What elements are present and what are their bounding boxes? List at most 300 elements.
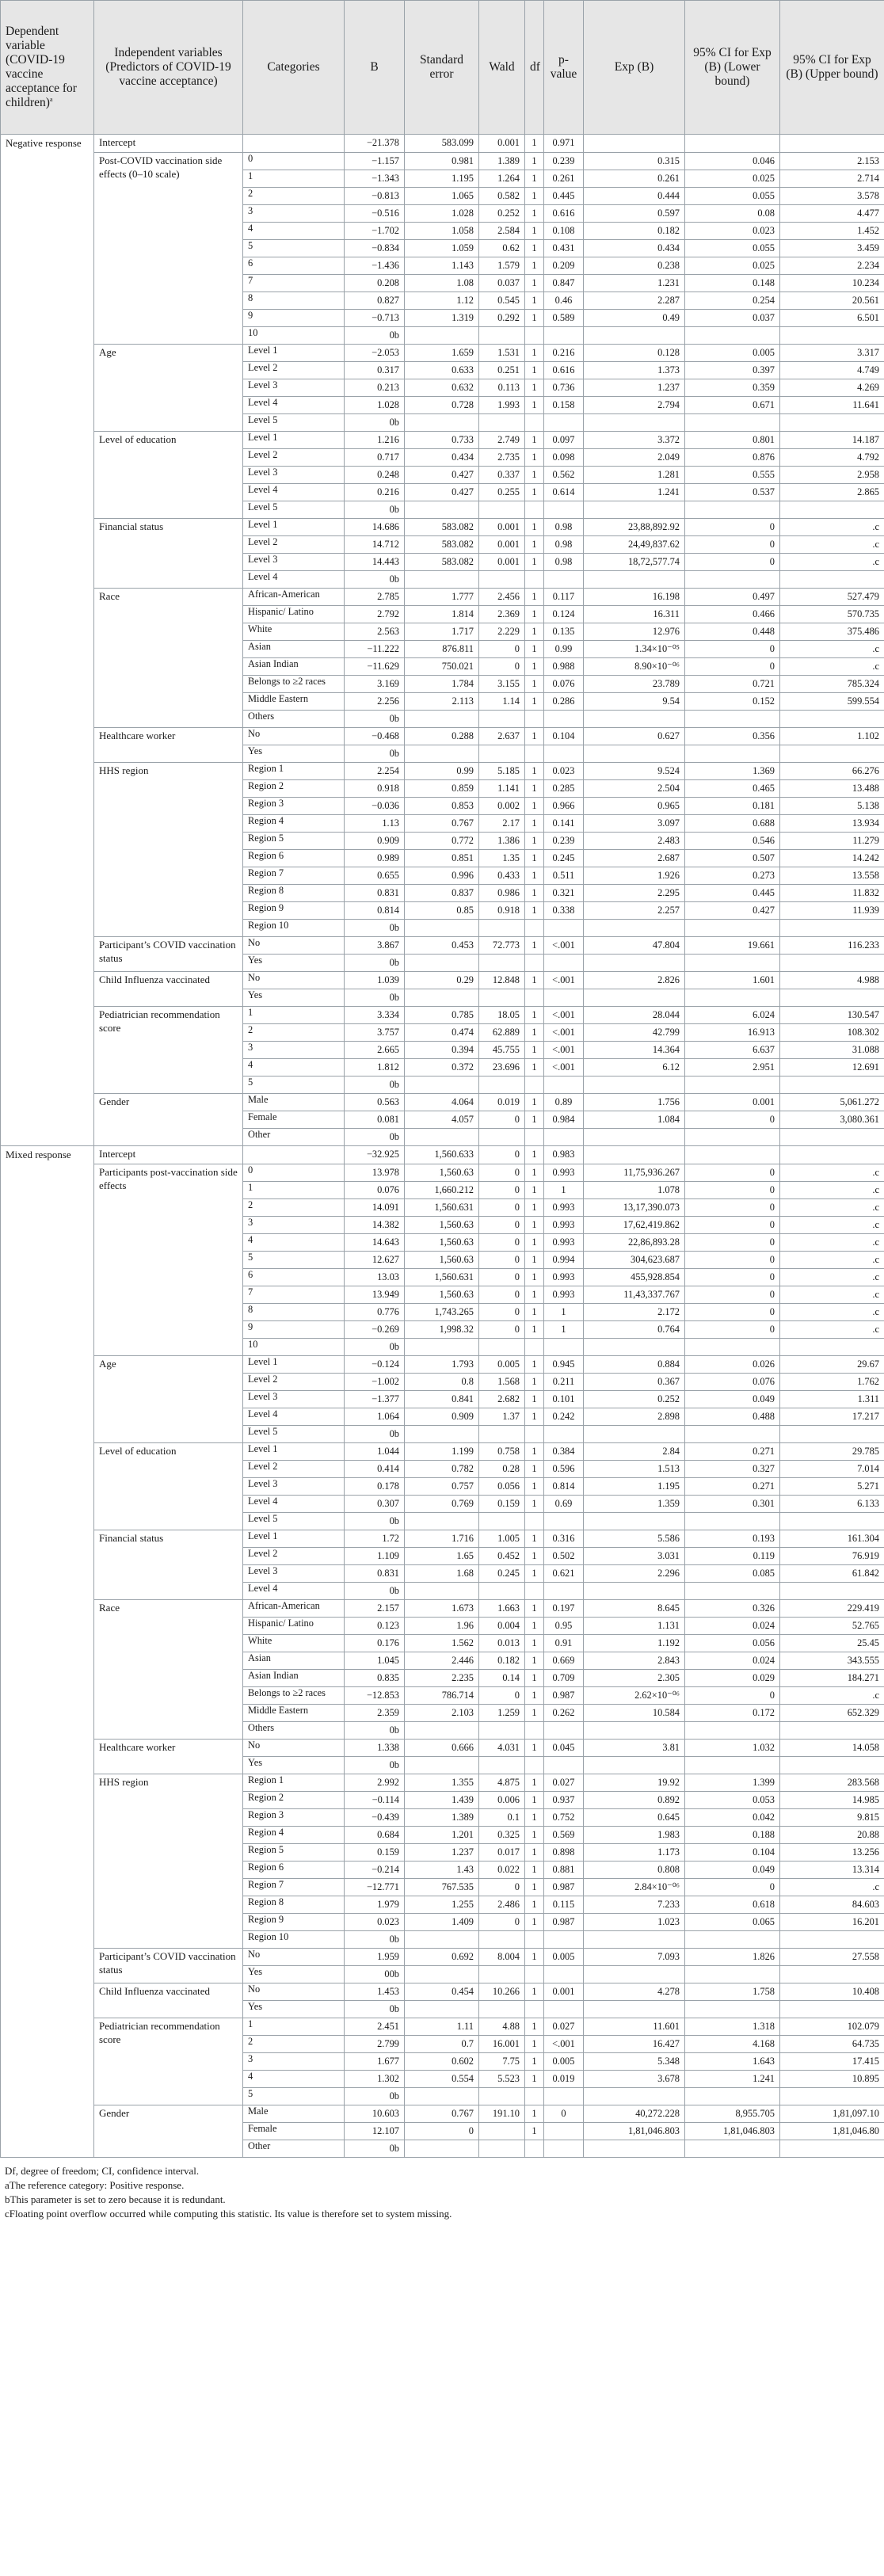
cell-wald: 1.568 — [479, 1374, 525, 1391]
cell-ci-lower: 0.271 — [685, 1478, 780, 1496]
cell-wald: 191.10 — [479, 2105, 525, 2123]
cell-category: White — [243, 623, 345, 641]
cell-exp-b — [584, 920, 685, 937]
cell-ci-upper: 14.985 — [780, 1792, 884, 1809]
table-row — [1, 153, 884, 170]
cell-ci-lower: 1.032 — [685, 1740, 780, 1757]
cell-ci-lower: 0.188 — [685, 1827, 780, 1844]
cell-category: Region 6 — [243, 850, 345, 867]
cell-ci-lower: 0.356 — [685, 728, 780, 745]
cell-ci-lower: 0.546 — [685, 833, 780, 850]
cell-category: Level 1 — [243, 519, 345, 536]
cell-standard-error: 2.113 — [405, 693, 479, 711]
cell-standard-error: 1.028 — [405, 205, 479, 223]
cell-b: 0b — [345, 2140, 405, 2158]
cell-ci-lower: 0.076 — [685, 1374, 780, 1391]
cell-ci-upper — [780, 2140, 884, 2158]
cell-standard-error: 0.554 — [405, 2071, 479, 2088]
cell-standard-error: 750.021 — [405, 658, 479, 676]
cell-wald: 0 — [479, 1321, 525, 1339]
cell-standard-error: 1.355 — [405, 1774, 479, 1792]
cell-standard-error: 1,998.32 — [405, 1321, 479, 1339]
cell-ci-upper: 785.324 — [780, 676, 884, 693]
cell-category: Level 3 — [243, 1478, 345, 1496]
cell-p-value: 0.023 — [544, 763, 584, 780]
cell-standard-error: 1.439 — [405, 1792, 479, 1809]
cell-category: Hispanic/ Latino — [243, 1618, 345, 1635]
cell-b: 0b — [345, 2001, 405, 2018]
cell-df — [525, 1129, 544, 1146]
cell-wald: 0.022 — [479, 1862, 525, 1879]
cell-standard-error: 1.08 — [405, 275, 479, 292]
cell-p-value — [544, 1722, 584, 1740]
cell-category: 2 — [243, 1024, 345, 1042]
cell-p-value: 0.431 — [544, 240, 584, 257]
cell-ci-lower: 0.001 — [685, 1094, 780, 1111]
cell-df: 1 — [525, 1391, 544, 1408]
cell-standard-error: 0.454 — [405, 1983, 479, 2001]
cell-ci-lower: 0.181 — [685, 798, 780, 815]
cell-df: 1 — [525, 1146, 544, 1164]
cell-ci-lower: 0.537 — [685, 484, 780, 501]
independent-variable: Level of education — [94, 1443, 243, 1530]
cell-b: 14.643 — [345, 1234, 405, 1252]
cell-df: 1 — [525, 2018, 544, 2036]
cell-category: Female — [243, 2123, 345, 2140]
cell-p-value: 0.321 — [544, 885, 584, 902]
cell-category: No — [243, 728, 345, 745]
cell-ci-lower: 0 — [685, 1234, 780, 1252]
cell-ci-upper: 13.934 — [780, 815, 884, 833]
cell-ci-lower: 0.397 — [685, 362, 780, 379]
cell-df — [525, 414, 544, 432]
cell-standard-error: 0.853 — [405, 798, 479, 815]
cell-b: 0.835 — [345, 1670, 405, 1687]
cell-exp-b — [584, 1146, 685, 1164]
cell-ci-lower — [685, 1146, 780, 1164]
cell-exp-b — [584, 1931, 685, 1949]
cell-exp-b — [584, 1077, 685, 1094]
cell-df: 1 — [525, 1774, 544, 1792]
cell-b: −2.053 — [345, 345, 405, 362]
cell-p-value — [544, 745, 584, 763]
cell-b: 0.655 — [345, 867, 405, 885]
cell-ci-upper: .c — [780, 641, 884, 658]
cell-ci-lower: 0.026 — [685, 1356, 780, 1374]
cell-exp-b: 0.434 — [584, 240, 685, 257]
cell-p-value: 0.242 — [544, 1408, 584, 1426]
cell-ci-lower: 4.168 — [685, 2036, 780, 2053]
cell-df: 1 — [525, 1252, 544, 1269]
cell-df: 1 — [525, 1024, 544, 1042]
cell-b: 0.216 — [345, 484, 405, 501]
cell-b: 1.979 — [345, 1896, 405, 1914]
cell-ci-lower: 0.193 — [685, 1530, 780, 1548]
cell-p-value: 0.987 — [544, 1879, 584, 1896]
cell-standard-error: 1.059 — [405, 240, 479, 257]
cell-df: 1 — [525, 1374, 544, 1391]
cell-b: 0.208 — [345, 275, 405, 292]
cell-ci-upper: .c — [780, 1687, 884, 1705]
cell-exp-b: 16.311 — [584, 606, 685, 623]
cell-ci-upper — [780, 1513, 884, 1530]
cell-p-value: 0.158 — [544, 397, 584, 414]
cell-df: 1 — [525, 902, 544, 920]
cell-exp-b: 8.645 — [584, 1600, 685, 1618]
cell-ci-upper: .c — [780, 1286, 884, 1304]
cell-df: 1 — [525, 310, 544, 327]
cell-wald — [479, 1129, 525, 1146]
cell-df: 1 — [525, 345, 544, 362]
cell-wald: 0.433 — [479, 867, 525, 885]
cell-wald: 18.05 — [479, 1007, 525, 1024]
cell-df: 1 — [525, 1164, 544, 1182]
cell-standard-error: 2.235 — [405, 1670, 479, 1687]
cell-df: 1 — [525, 1983, 544, 2001]
cell-b: −11.222 — [345, 641, 405, 658]
cell-standard-error — [405, 1513, 479, 1530]
cell-b: 00b — [345, 1966, 405, 1983]
cell-df — [525, 2001, 544, 2018]
cell-p-value — [544, 2140, 584, 2158]
cell-df: 1 — [525, 1356, 544, 1374]
cell-category: 4 — [243, 2071, 345, 2088]
cell-df: 1 — [525, 1321, 544, 1339]
cell-exp-b: 1.281 — [584, 467, 685, 484]
cell-wald: 0 — [479, 1879, 525, 1896]
cell-b: 0.563 — [345, 1094, 405, 1111]
cell-ci-lower: 0.326 — [685, 1600, 780, 1618]
cell-wald — [479, 414, 525, 432]
cell-ci-lower: 0 — [685, 641, 780, 658]
cell-b: 13.949 — [345, 1286, 405, 1304]
cell-category: 0 — [243, 153, 345, 170]
cell-ci-upper: 2.153 — [780, 153, 884, 170]
table-row — [1, 1983, 884, 2001]
cell-ci-lower: 0.005 — [685, 345, 780, 362]
cell-p-value: 0.95 — [544, 1618, 584, 1635]
cell-df: 1 — [525, 1548, 544, 1565]
cell-ci-upper: 14.242 — [780, 850, 884, 867]
cell-wald — [479, 2123, 525, 2140]
cell-category: Level 4 — [243, 571, 345, 589]
cell-ci-lower: 0.488 — [685, 1408, 780, 1426]
cell-exp-b: 3.678 — [584, 2071, 685, 2088]
cell-standard-error: 583.082 — [405, 536, 479, 554]
cell-ci-upper: 5.138 — [780, 798, 884, 815]
cell-standard-error: 0.851 — [405, 850, 479, 867]
cell-ci-upper: 2.234 — [780, 257, 884, 275]
cell-df: 1 — [525, 1896, 544, 1914]
cell-df — [525, 1513, 544, 1530]
cell-ci-upper: 5.271 — [780, 1478, 884, 1496]
cell-b: 1.338 — [345, 1740, 405, 1757]
cell-ci-lower: 0.273 — [685, 867, 780, 885]
cell-category: Level 2 — [243, 536, 345, 554]
cell-df: 1 — [525, 1879, 544, 1896]
cell-category: 6 — [243, 1269, 345, 1286]
cell-exp-b — [584, 711, 685, 728]
cell-b: 0.248 — [345, 467, 405, 484]
cell-ci-lower: 0.721 — [685, 676, 780, 693]
cell-category: Belongs to ≥2 races — [243, 676, 345, 693]
cell-p-value: 0.987 — [544, 1687, 584, 1705]
cell-category: 5 — [243, 1077, 345, 1094]
cell-df — [525, 745, 544, 763]
header-standard-error: Standard error — [405, 1, 479, 135]
cell-ci-lower: 0.618 — [685, 1896, 780, 1914]
cell-ci-lower — [685, 2140, 780, 2158]
cell-wald: 0.182 — [479, 1652, 525, 1670]
cell-exp-b: 24,49,837.62 — [584, 536, 685, 554]
cell-category: Region 4 — [243, 815, 345, 833]
cell-exp-b: 3.372 — [584, 432, 685, 449]
cell-b: 0b — [345, 1426, 405, 1443]
cell-wald: 0.004 — [479, 1618, 525, 1635]
cell-category: Asian Indian — [243, 1670, 345, 1687]
cell-wald — [479, 2088, 525, 2105]
cell-standard-error — [405, 1339, 479, 1356]
cell-df: 1 — [525, 292, 544, 310]
cell-b: 0b — [345, 955, 405, 972]
cell-ci-lower: 0.876 — [685, 449, 780, 467]
cell-df — [525, 2140, 544, 2158]
cell-category: Other — [243, 1129, 345, 1146]
cell-ci-lower: 0.055 — [685, 240, 780, 257]
cell-category: Region 7 — [243, 1879, 345, 1896]
cell-category: Region 9 — [243, 1914, 345, 1931]
cell-wald: 1.259 — [479, 1705, 525, 1722]
cell-exp-b: 11.601 — [584, 2018, 685, 2036]
cell-wald: 0.013 — [479, 1635, 525, 1652]
independent-variable: Age — [94, 345, 243, 432]
cell-df: 1 — [525, 1809, 544, 1827]
cell-wald — [479, 501, 525, 519]
cell-ci-lower: 0.152 — [685, 693, 780, 711]
header-ci-lower: 95% CI for Exp (B) (Lower bound) — [685, 1, 780, 135]
cell-wald: 0.252 — [479, 205, 525, 223]
table-row — [1, 135, 884, 153]
cell-ci-lower: 1.241 — [685, 2071, 780, 2088]
cell-df: 1 — [525, 1618, 544, 1635]
cell-exp-b: 0.444 — [584, 188, 685, 205]
cell-standard-error: 0.859 — [405, 780, 479, 798]
cell-ci-lower: 0 — [685, 554, 780, 571]
cell-b: 0b — [345, 501, 405, 519]
cell-exp-b: 0.252 — [584, 1391, 685, 1408]
cell-ci-lower: 1,81,046.803 — [685, 2123, 780, 2140]
cell-standard-error: 1,660.212 — [405, 1182, 479, 1199]
cell-category: No — [243, 937, 345, 955]
independent-variable: Participants post-vaccination side effects — [94, 1164, 243, 1356]
cell-category: Level 3 — [243, 554, 345, 571]
cell-df: 1 — [525, 850, 544, 867]
cell-ci-lower: 0.085 — [685, 1565, 780, 1583]
cell-p-value: 0.316 — [544, 1530, 584, 1548]
cell-ci-lower: 0 — [685, 658, 780, 676]
cell-p-value — [544, 1129, 584, 1146]
cell-df: 1 — [525, 1408, 544, 1426]
cell-wald: 0.292 — [479, 310, 525, 327]
cell-b: 14.712 — [345, 536, 405, 554]
cell-p-value: 0.569 — [544, 1827, 584, 1844]
cell-p-value — [544, 1339, 584, 1356]
cell-exp-b: 0.884 — [584, 1356, 685, 1374]
cell-exp-b: 0.182 — [584, 223, 685, 240]
cell-p-value — [544, 2001, 584, 2018]
cell-p-value — [544, 1757, 584, 1774]
cell-standard-error: 583.082 — [405, 554, 479, 571]
cell-df: 1 — [525, 275, 544, 292]
independent-variable: Financial status — [94, 519, 243, 589]
cell-category: African-American — [243, 589, 345, 606]
cell-b: 2.665 — [345, 1042, 405, 1059]
cell-df — [525, 571, 544, 589]
cell-wald: 0.986 — [479, 885, 525, 902]
cell-p-value: 0.993 — [544, 1269, 584, 1286]
cell-standard-error: 0.602 — [405, 2053, 479, 2071]
cell-standard-error: 0.769 — [405, 1496, 479, 1513]
cell-ci-upper: 3.459 — [780, 240, 884, 257]
cell-exp-b: 1.756 — [584, 1094, 685, 1111]
cell-df: 1 — [525, 379, 544, 397]
cell-ci-lower — [685, 1426, 780, 1443]
cell-ci-lower: 0.301 — [685, 1496, 780, 1513]
cell-p-value: 0.993 — [544, 1199, 584, 1217]
cell-exp-b: 2.687 — [584, 850, 685, 867]
cell-standard-error: 1,560.63 — [405, 1164, 479, 1182]
cell-p-value: 0.993 — [544, 1164, 584, 1182]
cell-df: 1 — [525, 798, 544, 815]
cell-df: 1 — [525, 641, 544, 658]
cell-standard-error: 1.65 — [405, 1548, 479, 1565]
cell-standard-error: 1,560.633 — [405, 1146, 479, 1164]
cell-exp-b: 18,72,577.74 — [584, 554, 685, 571]
cell-p-value: 0.239 — [544, 153, 584, 170]
cell-b: 2.563 — [345, 623, 405, 641]
cell-p-value: 0.596 — [544, 1461, 584, 1478]
cell-ci-lower: 0.037 — [685, 310, 780, 327]
cell-b: 0b — [345, 1583, 405, 1600]
cell-p-value: 0.993 — [544, 1217, 584, 1234]
cell-ci-lower: 0.046 — [685, 153, 780, 170]
cell-p-value: <.001 — [544, 1024, 584, 1042]
cell-df: 1 — [525, 1792, 544, 1809]
cell-df — [525, 1931, 544, 1949]
cell-category: Level 2 — [243, 1461, 345, 1478]
cell-p-value: 0.076 — [544, 676, 584, 693]
cell-df: 1 — [525, 1687, 544, 1705]
cell-ci-lower — [685, 989, 780, 1007]
cell-p-value: 0.019 — [544, 2071, 584, 2088]
cell-ci-lower: 0.053 — [685, 1792, 780, 1809]
cell-category — [243, 135, 345, 153]
cell-p-value: 0.589 — [544, 310, 584, 327]
cell-exp-b: 28.044 — [584, 1007, 685, 1024]
cell-wald — [479, 745, 525, 763]
cell-wald: 0 — [479, 1304, 525, 1321]
cell-wald: 0 — [479, 658, 525, 676]
cell-standard-error: 0.767 — [405, 815, 479, 833]
cell-category: 0 — [243, 1164, 345, 1182]
cell-standard-error — [405, 2088, 479, 2105]
cell-wald — [479, 1931, 525, 1949]
cell-ci-lower: 0.024 — [685, 1652, 780, 1670]
cell-exp-b — [584, 501, 685, 519]
cell-df: 1 — [525, 1094, 544, 1111]
cell-standard-error: 1.319 — [405, 310, 479, 327]
cell-wald — [479, 1583, 525, 1600]
cell-ci-upper: 1.311 — [780, 1391, 884, 1408]
cell-ci-lower — [685, 327, 780, 345]
cell-b: 3.867 — [345, 937, 405, 955]
cell-category: African-American — [243, 1600, 345, 1618]
cell-ci-upper — [780, 1757, 884, 1774]
cell-p-value: 0.045 — [544, 1740, 584, 1757]
cell-df: 1 — [525, 1182, 544, 1199]
cell-ci-lower: 1.826 — [685, 1949, 780, 1966]
dependent-response-label: Negative response — [1, 135, 94, 1146]
footnote-c: cFloating point overflow occurred while computing this statistic. Its value is therefore set to system missing. — [5, 2208, 452, 2220]
cell-ci-lower: 0.445 — [685, 885, 780, 902]
cell-exp-b — [584, 1129, 685, 1146]
cell-p-value: 0.216 — [544, 345, 584, 362]
cell-ci-lower: 0 — [685, 1269, 780, 1286]
cell-p-value: 0.91 — [544, 1635, 584, 1652]
cell-wald: 1.37 — [479, 1408, 525, 1426]
cell-category: No — [243, 1740, 345, 1757]
cell-exp-b: 2.287 — [584, 292, 685, 310]
cell-ci-lower: 0.029 — [685, 1670, 780, 1687]
cell-df: 1 — [525, 519, 544, 536]
footnote-abbreviations: Df, degree of freedom; CI, confidence interval. — [5, 2165, 200, 2177]
header-wald: Wald — [479, 1, 525, 135]
cell-wald: 0 — [479, 1182, 525, 1199]
cell-ci-upper: 29.67 — [780, 1356, 884, 1374]
cell-p-value: 0.104 — [544, 728, 584, 745]
cell-p-value: 0.108 — [544, 223, 584, 240]
cell-ci-upper: 76.919 — [780, 1548, 884, 1565]
cell-df: 1 — [525, 589, 544, 606]
cell-standard-error: 0.981 — [405, 153, 479, 170]
table-row — [1, 2018, 884, 2036]
cell-df: 1 — [525, 467, 544, 484]
cell-wald: 0 — [479, 1914, 525, 1931]
cell-category: Level 4 — [243, 484, 345, 501]
cell-category: 3 — [243, 2053, 345, 2071]
cell-category: No — [243, 1949, 345, 1966]
cell-p-value: 0.971 — [544, 135, 584, 153]
cell-wald: 1.386 — [479, 833, 525, 850]
cell-standard-error: 1,560.631 — [405, 1269, 479, 1286]
cell-wald: 0.001 — [479, 536, 525, 554]
independent-variable: Healthcare worker — [94, 728, 243, 763]
cell-ci-lower — [685, 571, 780, 589]
cell-ci-lower — [685, 414, 780, 432]
cell-b: 2.992 — [345, 1774, 405, 1792]
cell-exp-b: 3.031 — [584, 1548, 685, 1565]
cell-ci-lower: 0 — [685, 1111, 780, 1129]
cell-p-value — [544, 414, 584, 432]
cell-category: 7 — [243, 275, 345, 292]
cell-category: Region 3 — [243, 1809, 345, 1827]
header-p-value: p-value — [544, 1, 584, 135]
cell-ci-lower — [685, 135, 780, 153]
cell-wald: 45.755 — [479, 1042, 525, 1059]
cell-ci-lower: 0.049 — [685, 1862, 780, 1879]
cell-ci-lower — [685, 1129, 780, 1146]
cell-df: 1 — [525, 2036, 544, 2053]
